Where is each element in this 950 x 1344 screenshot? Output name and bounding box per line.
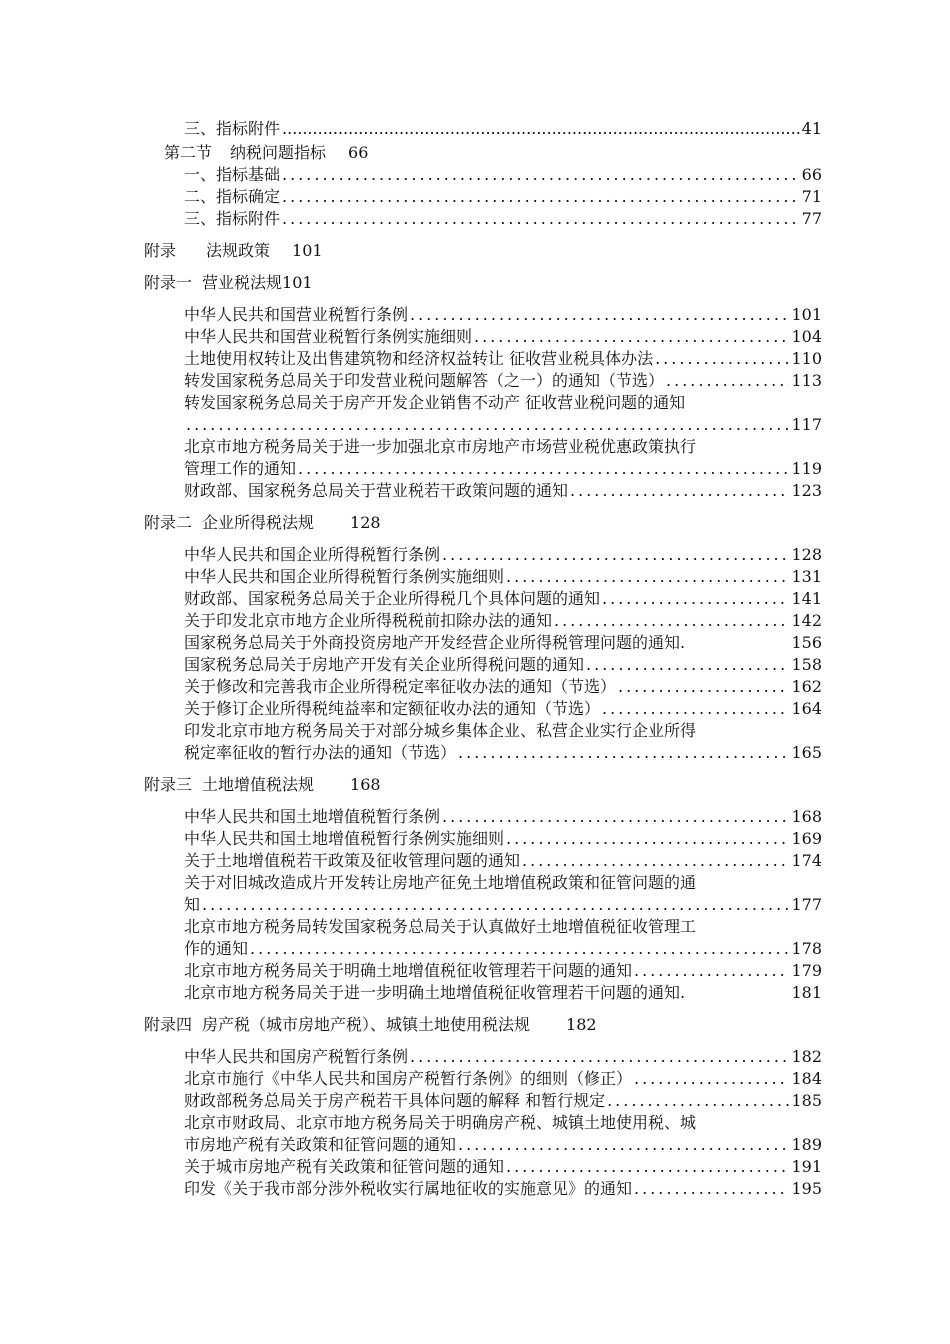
appendix-1-heading: 附录一 营业税法规101: [144, 273, 313, 292]
toc-entry-line: 北京市地方税务局关于进一步加强北京市房地产市场营业税优惠政策执行: [184, 437, 697, 456]
section-label: 第二节: [164, 143, 213, 162]
toc-entry: 中华人民共和国土地增值税暂行条例 ..... 168: [184, 806, 822, 828]
toc-entry: [184, 208, 822, 230]
toc-entry-line: 转发国家税务总局关于房产开发企业销售不动产 征收营业税问题的通知: [184, 393, 686, 412]
toc-entry: 土地使用权转让及出售建筑物和经济权益转让 征收营业税具体办法 ..... 110: [184, 348, 822, 370]
toc-entry: 北京市施行《中华人民共和国房产税暂行条例》的细则（修正） ..... 184: [184, 1068, 822, 1090]
toc-entry: 印发《关于我市部分涉外税收实行属地征收的实施意见》的通知 ..... 195: [184, 1178, 822, 1200]
toc-entry: 中华人民共和国企业所得税暂行条例 ..... 128: [184, 544, 822, 566]
toc-entry: [184, 164, 822, 186]
toc-entry-page: 71: [801, 187, 822, 206]
toc-entry: 作的通知 ..... 178: [184, 938, 822, 960]
toc-entry: [184, 186, 822, 208]
toc-entry-page: 77: [801, 209, 822, 228]
toc-entry-page: 66: [801, 165, 822, 184]
toc-entry: 管理工作的通知 ..... 119: [184, 458, 822, 480]
toc-entry: 中华人民共和国营业税暂行条例 ..... 101: [184, 304, 822, 326]
toc-entry: 北京市地方税务局关于明确土地增值税征收管理若干问题的通知 ..... 179: [184, 960, 822, 982]
toc-entry-title: 一、指标基础: [184, 165, 281, 184]
toc-entry: [184, 118, 822, 140]
appendix-3-heading: 附录三 土地增值税法规 168: [144, 775, 381, 794]
toc-leader: [282, 118, 800, 140]
toc-entry-line: 关于对旧城改造成片开发转让房地产征免土地增值税政策和征管问题的通: [184, 873, 697, 892]
toc-entry-line: 北京市地方税务局转发国家税务总局关于认真做好土地增值税征收管理工: [184, 917, 697, 936]
toc-entry: 中华人民共和国企业所得税暂行条例实施细则 ..... 131: [184, 566, 822, 588]
appendix-2-heading: 附录二 企业所得税法规 128: [144, 513, 381, 532]
toc-entry: 中华人民共和国土地增值税暂行条例实施细则 ..... 169: [184, 828, 822, 850]
toc-entry: 国家税务总局关于外商投资房地产开发经营企业所得税管理问题的通知. 156: [184, 633, 822, 652]
toc-entry-title: 三、指标附件: [184, 209, 281, 228]
section-title: 纳税问题指标: [230, 143, 327, 162]
toc-entry: 财政部税务总局关于房产税若干具体问题的解释 和暂行规定 ..... 185: [184, 1090, 822, 1112]
toc-entry: 关于土地增值税若干政策及征收管理问题的通知 ..... 174: [184, 850, 822, 872]
toc-entry: ..... 117: [184, 414, 822, 436]
toc-entry: 市房地产税有关政策和征管问题的通知 ..... 189: [184, 1134, 822, 1156]
section-page: 66: [348, 143, 369, 162]
appendix-heading: 附录 法规政策 101: [144, 241, 323, 260]
toc-entry-line: 印发北京市地方税务局关于对部分城乡集体企业、私营企业实行企业所得: [184, 721, 697, 740]
toc-entry: 税定率征收的暂行办法的通知（节选） ..... 165: [184, 742, 822, 764]
toc-entry: 关于修订企业所得税纯益率和定额征收办法的通知（节选） ..... 164: [184, 698, 822, 720]
toc-entry: 关于印发北京市地方企业所得税税前扣除办法的通知 ..... 142: [184, 610, 822, 632]
toc-entry: 财政部、国家税务总局关于企业所得税几个具体问题的通知 ..... 141: [184, 588, 822, 610]
toc-entry-page: 41: [801, 119, 822, 138]
toc-leader: [282, 208, 800, 230]
toc-entry-line: 北京市财政局、北京市地方税务局关于明确房产税、城镇土地使用税、城: [184, 1113, 697, 1132]
toc-entry: 转发国家税务总局关于印发营业税问题解答（之一）的通知（节选） ..... 113: [184, 370, 822, 392]
section-heading: [164, 142, 368, 164]
toc-entry: 关于修改和完善我市企业所得税定率征收办法的通知（节选） ..... 162: [184, 676, 822, 698]
toc-entry: 国家税务总局关于房地产开发有关企业所得税问题的通知 ..... 158: [184, 654, 822, 676]
toc-entry: 中华人民共和国营业税暂行条例实施细则 ..... 104: [184, 326, 822, 348]
toc-leader: [282, 186, 800, 208]
toc-entry-title: 二、指标确定: [184, 187, 281, 206]
toc-entry-title: 三、指标附件: [184, 119, 281, 138]
toc-entry: 知 ..... 177: [184, 894, 822, 916]
toc-entry: 中华人民共和国房产税暂行条例 ..... 182: [184, 1046, 822, 1068]
toc-leader: [282, 164, 800, 186]
toc-entry: 财政部、国家税务总局关于营业税若干政策问题的通知 ..... 123: [184, 480, 822, 502]
toc-entry: 关于城市房地产税有关政策和征管问题的通知 ..... 191: [184, 1156, 822, 1178]
toc-entry: 北京市地方税务局关于进一步明确土地增值税征收管理若干问题的通知. 181: [184, 983, 822, 1002]
appendix-4-heading: 附录四 房产税（城市房地产税）、城镇土地使用税法规 182: [144, 1015, 597, 1034]
